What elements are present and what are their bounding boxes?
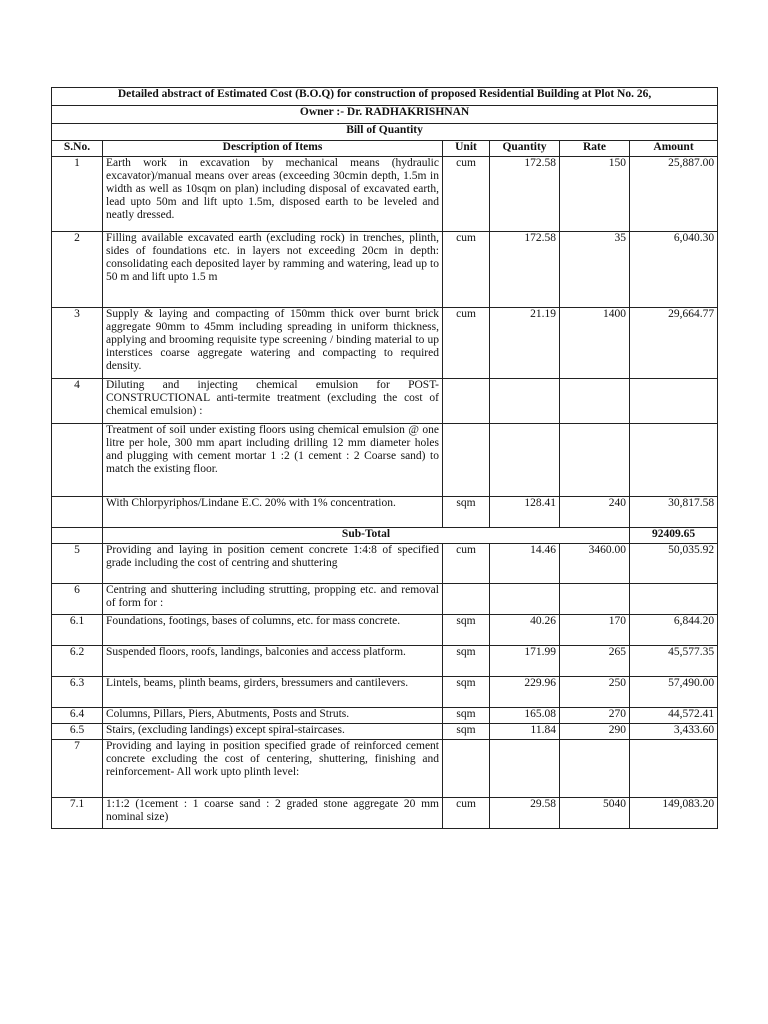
row-description: 1:1:2 (1cement : 1 coarse sand : 2 graded stone aggregate 20 mm nominal size): [103, 798, 443, 829]
row-sno: [52, 424, 103, 497]
table-row: [52, 584, 718, 615]
row-description: Providing and laying in position cement concrete 1:4:8 of specified grade including the cost of centring and shuttering: [103, 544, 443, 584]
row-rate: 250: [560, 677, 630, 708]
table-row: [52, 724, 718, 740]
row-amount: 30,817.58: [630, 497, 718, 528]
document-title: Detailed abstract of Estimated Cost (B.O.Q) for construction of proposed Residential Building at Plot No. 26,: [52, 88, 718, 106]
row-quantity: 229.96: [490, 677, 560, 708]
row-amount: 44,572.41: [630, 708, 718, 724]
row-amount: [630, 584, 718, 615]
row-description: Stairs, (excluding landings) except spiral-staircases.: [103, 724, 443, 740]
row-unit: sqm: [443, 724, 490, 740]
row-amount: 50,035.92: [630, 544, 718, 584]
row-quantity: [490, 740, 560, 798]
table-row: [52, 677, 718, 708]
row-rate: [560, 584, 630, 615]
row-unit: cum: [443, 798, 490, 829]
row-unit: cum: [443, 544, 490, 584]
row-sno: 6.1: [52, 615, 103, 646]
row-amount: 57,490.00: [630, 677, 718, 708]
boq-body: [52, 88, 718, 829]
table-row: [52, 615, 718, 646]
row-amount: [630, 424, 718, 497]
header-amount: Amount: [630, 141, 718, 157]
row-rate: 265: [560, 646, 630, 677]
row-sno: 6.3: [52, 677, 103, 708]
owner-line: Owner :- Dr. RADHAKRISHNAN: [52, 106, 718, 124]
row-rate: 270: [560, 708, 630, 724]
row-amount: 45,577.35: [630, 646, 718, 677]
header-unit: Unit: [443, 141, 490, 157]
row-sno: 1: [52, 157, 103, 232]
row-unit: cum: [443, 232, 490, 308]
row-sno: [52, 497, 103, 528]
row-unit: sqm: [443, 708, 490, 724]
row-unit: cum: [443, 157, 490, 232]
row-description: Providing and laying in position specified grade of reinforced cement concrete excluding the cost of centering, shuttering, finishing and reinforcement- All work upto plinth level:: [103, 740, 443, 798]
row-amount: 6,040.30: [630, 232, 718, 308]
header-quantity: Quantity: [490, 141, 560, 157]
row-rate: 3460.00: [560, 544, 630, 584]
row-quantity: 29.58: [490, 798, 560, 829]
row-quantity: 128.41: [490, 497, 560, 528]
header-description: Description of Items: [103, 141, 443, 157]
bill-of-quantity-heading: Bill of Quantity: [52, 124, 718, 141]
row-rate: 1400: [560, 308, 630, 379]
row-rate: 240: [560, 497, 630, 528]
row-quantity: 14.46: [490, 544, 560, 584]
row-sno: 5: [52, 544, 103, 584]
table-row: [52, 646, 718, 677]
row-rate: 150: [560, 157, 630, 232]
table-row: [52, 798, 718, 829]
table-row: [52, 232, 718, 308]
row-amount: [630, 740, 718, 798]
row-quantity: [490, 379, 560, 424]
header-sno: S.No.: [52, 141, 103, 157]
row-sno: 2: [52, 232, 103, 308]
row-description: Supply & laying and compacting of 150mm thick over burnt brick aggregate 90mm to 45mm including spreading in uniform thickness, applying and brooming requisite type screening / binding material to up interstices coarse aggregate watering and compacting to required density.: [103, 308, 443, 379]
row-quantity: 172.58: [490, 157, 560, 232]
row-sno: 6.4: [52, 708, 103, 724]
header-rate: Rate: [560, 141, 630, 157]
row-unit: sqm: [443, 646, 490, 677]
table-row: [52, 740, 718, 798]
subtotal-spacer: [52, 528, 103, 544]
table-row: [52, 424, 718, 497]
row-rate: [560, 740, 630, 798]
row-quantity: 171.99: [490, 646, 560, 677]
row-description: Diluting and injecting chemical emulsion for POST-CONSTRUCTIONAL anti-termite treatment (excluding the cost of chemical emulsion) :: [103, 379, 443, 424]
row-sno: 4: [52, 379, 103, 424]
row-quantity: [490, 424, 560, 497]
row-unit: sqm: [443, 615, 490, 646]
row-description: Suspended floors, roofs, landings, balconies and access platform.: [103, 646, 443, 677]
row-description: Earth work in excavation by mechanical means (hydraulic excavator)/manual means over areas (exceeding 30cmin depth, 1.5m in width as well as 10sqm on plan) including disposal of excavated earth, lead upto 50m and lift upto 1.5m, disposed earth to be leveled and neatly dressed.: [103, 157, 443, 232]
row-rate: [560, 379, 630, 424]
table-row: [52, 157, 718, 232]
row-unit: [443, 740, 490, 798]
table-row: [52, 379, 718, 424]
row-amount: 25,887.00: [630, 157, 718, 232]
row-unit: sqm: [443, 677, 490, 708]
row-sno: 6: [52, 584, 103, 615]
row-amount: 6,844.20: [630, 615, 718, 646]
row-amount: 29,664.77: [630, 308, 718, 379]
row-amount: 149,083.20: [630, 798, 718, 829]
row-quantity: [490, 584, 560, 615]
row-unit: cum: [443, 308, 490, 379]
column-header-row: [52, 141, 718, 157]
row-description: Filling available excavated earth (excluding rock) in trenches, plinth, sides of foundations etc. in layers not exceeding 20cm in depth: consolidating each deposited layer by ramming and watering, lead up to 50 m and lift upto 1.5 m: [103, 232, 443, 308]
row-sno: 7: [52, 740, 103, 798]
row-unit: [443, 424, 490, 497]
table-row: [52, 308, 718, 379]
table-row: [52, 497, 718, 528]
row-quantity: 172.58: [490, 232, 560, 308]
row-sno: 7.1: [52, 798, 103, 829]
row-description: Columns, Pillars, Piers, Abutments, Posts and Struts.: [103, 708, 443, 724]
row-rate: [560, 424, 630, 497]
row-sno: 6.2: [52, 646, 103, 677]
row-rate: 35: [560, 232, 630, 308]
row-sno: 6.5: [52, 724, 103, 740]
subtotal-label: Sub-Total: [103, 528, 630, 544]
row-description: Lintels, beams, plinth beams, girders, bressumers and cantilevers.: [103, 677, 443, 708]
row-unit: [443, 379, 490, 424]
row-amount: 3,433.60: [630, 724, 718, 740]
row-quantity: 40.26: [490, 615, 560, 646]
row-quantity: 21.19: [490, 308, 560, 379]
subtotal-amount: 92409.65: [630, 528, 718, 544]
subtotal-row: [52, 528, 718, 544]
row-quantity: 165.08: [490, 708, 560, 724]
table-row: [52, 544, 718, 584]
row-amount: [630, 379, 718, 424]
row-description: Centring and shuttering including strutting, propping etc. and removal of form for :: [103, 584, 443, 615]
row-description: With Chlorpyriphos/Lindane E.C. 20% with 1% concentration.: [103, 497, 443, 528]
row-unit: [443, 584, 490, 615]
row-sno: 3: [52, 308, 103, 379]
row-rate: 170: [560, 615, 630, 646]
row-description: Foundations, footings, bases of columns, etc. for mass concrete.: [103, 615, 443, 646]
row-rate: 290: [560, 724, 630, 740]
row-unit: sqm: [443, 497, 490, 528]
row-description: Treatment of soil under existing floors using chemical emulsion @ one litre per hole, 300 mm apart including drilling 12 mm diameter holes and plugging with cement mortar 1 :2 (1 cement : 2 Coarse sand) to match the existing floor.: [103, 424, 443, 497]
row-quantity: 11.84: [490, 724, 560, 740]
table-row: [52, 708, 718, 724]
boq-table: [51, 87, 718, 829]
row-rate: 5040: [560, 798, 630, 829]
